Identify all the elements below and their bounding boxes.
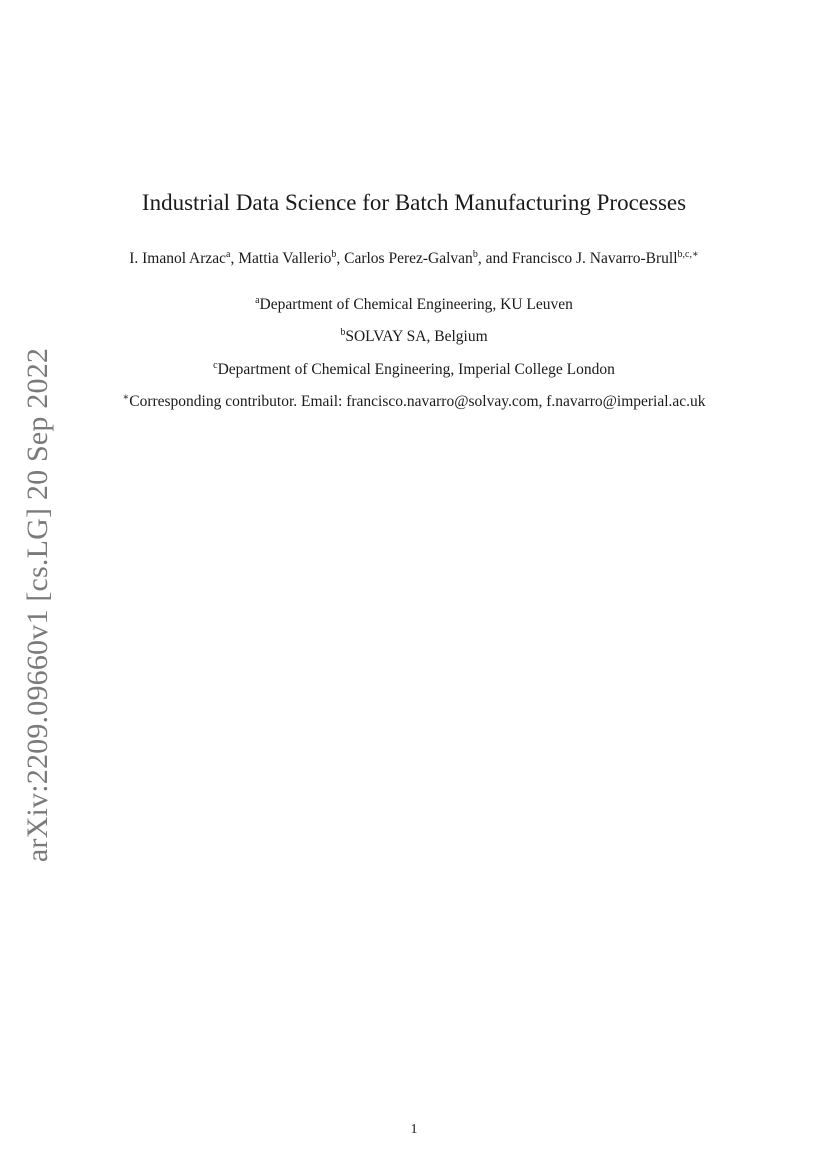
author-separator: , and — [477, 250, 512, 267]
author-name: Carlos Perez-Galvan — [344, 250, 473, 267]
author-name: Mattia Vallerio — [238, 250, 332, 267]
affiliation-text: Department of Chemical Engineering, KU Leuven — [259, 296, 573, 313]
page-number: 1 — [410, 1122, 418, 1137]
affiliation-b — [0, 326, 828, 348]
paper-title: Industrial Data Science for Batch Manufacturing Processes — [141, 190, 687, 215]
corresponding-text: Corresponding contributor. Email: francisco.navarro@solvay.com, f.navarro@imperial.ac.uk — [129, 393, 706, 410]
affiliation-mark: b — [340, 327, 346, 338]
author-affiliation-mark: b,c,∗ — [677, 249, 699, 260]
arxiv-identifier-stamp: arXiv:2209.09660v1 [cs.LG] 20 Sep 2022 — [21, 347, 54, 863]
author-4 — [512, 250, 699, 267]
affiliation-mark: c — [213, 360, 218, 371]
affiliation-mark: a — [255, 295, 260, 306]
author-2 — [238, 250, 336, 267]
author-name: Francisco J. Navarro-Brull — [511, 250, 678, 267]
author-affiliation-mark: b — [331, 249, 337, 260]
author-list — [0, 248, 828, 270]
author-3 — [344, 250, 478, 267]
author-1 — [129, 250, 230, 267]
affiliation-a — [0, 294, 828, 316]
author-separator: , — [230, 250, 239, 267]
affiliation-c — [0, 359, 828, 381]
corresponding-mark: ∗ — [122, 392, 130, 403]
affiliation-text: SOLVAY SA, Belgium — [345, 328, 488, 345]
author-name: I. Imanol Arzac — [129, 250, 227, 267]
author-separator: , — [336, 250, 345, 267]
affiliation-text: Department of Chemical Engineering, Imperial College London — [217, 361, 615, 378]
author-affiliation-mark: b — [472, 249, 478, 260]
corresponding-author-note — [0, 391, 828, 413]
author-affiliation-mark: a — [226, 249, 231, 260]
